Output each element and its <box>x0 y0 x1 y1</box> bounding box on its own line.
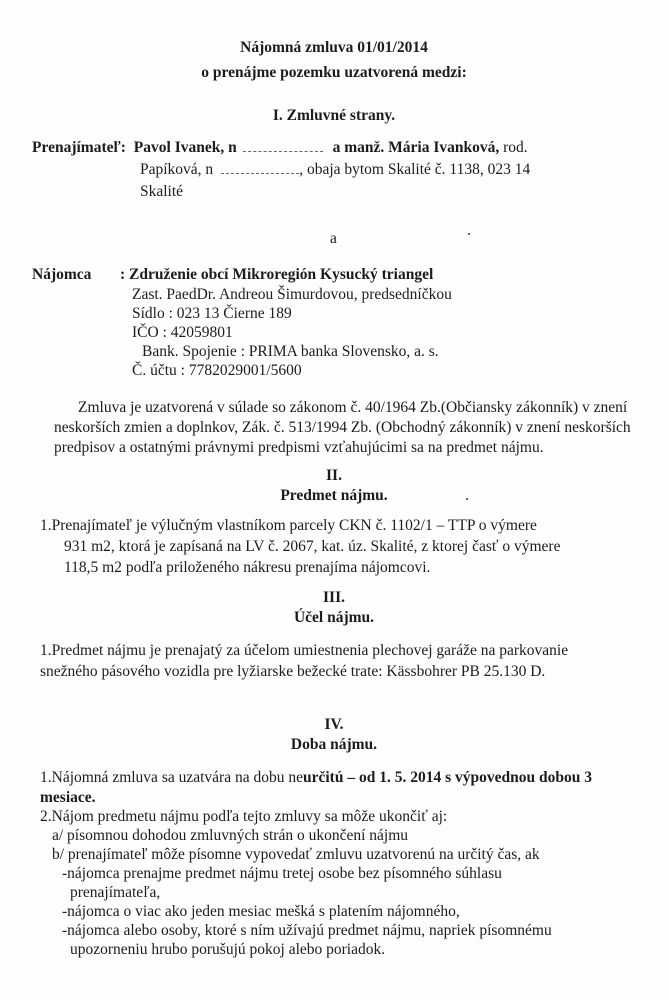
lessor-city: Skalité <box>140 183 184 200</box>
section-4-item-1 <box>40 768 592 787</box>
item-1-term: určitú <box>302 769 344 786</box>
section-2-line: 1.Prenajímateľ je výlučným vlastníkom parcely CKN č. 1102/1 – TTP o výmere <box>40 517 537 534</box>
section-4-item-1-cont: mesiace. <box>40 789 96 806</box>
lessee-ico: IČO : 42059801 <box>132 324 233 341</box>
lessee-name: : Združenie obcí Mikroregión Kysucký triangel <box>120 266 434 283</box>
section-4-number: IV. <box>324 716 344 733</box>
section-4-clause-b: b/ prenajímateľ môže písomne vypovedať zmluvu uzatvorenú na určitý čas, ak <box>52 846 540 863</box>
section-3-number: III. <box>323 589 345 606</box>
lessor-rod: rod. <box>503 139 528 156</box>
contract-subtitle: o prenájme pozemku uzatvorená medzi: <box>201 64 467 81</box>
lessor-maiden-name: Papíková, n <box>140 161 214 178</box>
scan-speck <box>466 498 468 500</box>
scan-speck <box>468 233 470 235</box>
lessee-representative: Zast. PaedDr. Andreou Šimurdovou, predsedníčkou <box>132 286 452 303</box>
lessor-block <box>32 138 528 157</box>
section-4-clause-a: a/ písomnou dohodou zmluvných strán o ukončení nájmu <box>52 827 409 844</box>
section-2-heading: Predmet nájmu. <box>280 487 388 504</box>
section-2-number: II. <box>326 467 342 484</box>
section-4-heading: Doba nájmu. <box>290 736 378 753</box>
item-1-date: – od 1. 5. 2014 s výpovednou dobou 3 <box>343 769 592 786</box>
lessee-bank: Bank. Spojenie : PRIMA banka Slovensko, a. s. <box>142 343 439 360</box>
intro-line: Zmluva je uzatvorená v súlade so zákonom č. 40/1964 Zb.(Občiansky zákonník) v znení <box>78 399 628 416</box>
section-2-line: 118,5 m2 podľa priloženého nákresu prenajíma nájomcovi. <box>64 559 431 576</box>
lessee-account: Č. účtu : 7782029001/5600 <box>132 362 302 379</box>
lessee-seat: Sídlo : 023 13 Čierne 189 <box>132 305 292 322</box>
lessor-name: Pavol Ivanek, n <box>133 139 237 156</box>
section-3-line: snežného pásového vozidla pre lyžiarske bežecké trate: Kässbohrer PB 25.130 D. <box>40 663 546 680</box>
conjunction-a: a <box>330 230 337 247</box>
lessor-address: , obaja bytom Skalité č. 1138, 023 14 <box>299 161 531 178</box>
section-1-heading: I. Zmluvné strany. <box>272 107 396 124</box>
section-4-bullet: -nájomca o viac ako jeden mesiac mešká s platením nájomného, <box>62 903 460 920</box>
intro-line: neskorších zmien a doplnkov, Zák. č. 513/1994 Zb. (Obchodný zákonník) v znení neskorších <box>54 419 631 436</box>
section-4-bullet: -nájomca alebo osoby, ktoré s ním užívajú predmet nájmu, napriek písomnému <box>62 922 552 939</box>
intro-line: predpisov a ostatnými právnymi predpismi vzťahujúcimi sa na predmet nájmu. <box>54 439 544 456</box>
contract-title: Nájomná zmluva 01/01/2014 <box>240 39 428 56</box>
item-1-text: 1.Nájomná zmluva sa uzatvára na dobu ne <box>40 769 303 786</box>
section-4-item-2: 2.Nájom predmetu nájmu podľa tejto zmluvy sa môže ukončiť aj: <box>40 808 448 825</box>
lessor-line-2 <box>140 160 530 179</box>
section-2-line: 931 m2, ktorá je zapísaná na LV č. 2067, kat. úz. Skalité, z ktorej časť o výmere <box>64 538 561 555</box>
section-4-bullet: -nájomca prenajme predmet nájmu tretej osobe bez písomného súhlasu <box>62 865 502 882</box>
section-4-bullet-cont: prenajímateľa, <box>70 884 161 901</box>
redacted-birth-date-2 <box>221 164 299 174</box>
section-3-heading: Účel nájmu. <box>293 609 375 626</box>
lessor-label: Prenajímateľ: <box>32 139 126 156</box>
lessee-label: Nájomca <box>32 266 92 283</box>
redacted-birth-date <box>243 142 323 152</box>
lessor-spouse: a manž. Mária Ivanková, <box>332 139 500 156</box>
section-4-bullet-cont: upozorneniu hrubo porušujú pokoj alebo poriadok. <box>70 941 386 958</box>
section-3-line: 1.Predmet nájmu je prenajatý za účelom umiestnenia plechovej garáže na parkovanie <box>40 642 569 659</box>
